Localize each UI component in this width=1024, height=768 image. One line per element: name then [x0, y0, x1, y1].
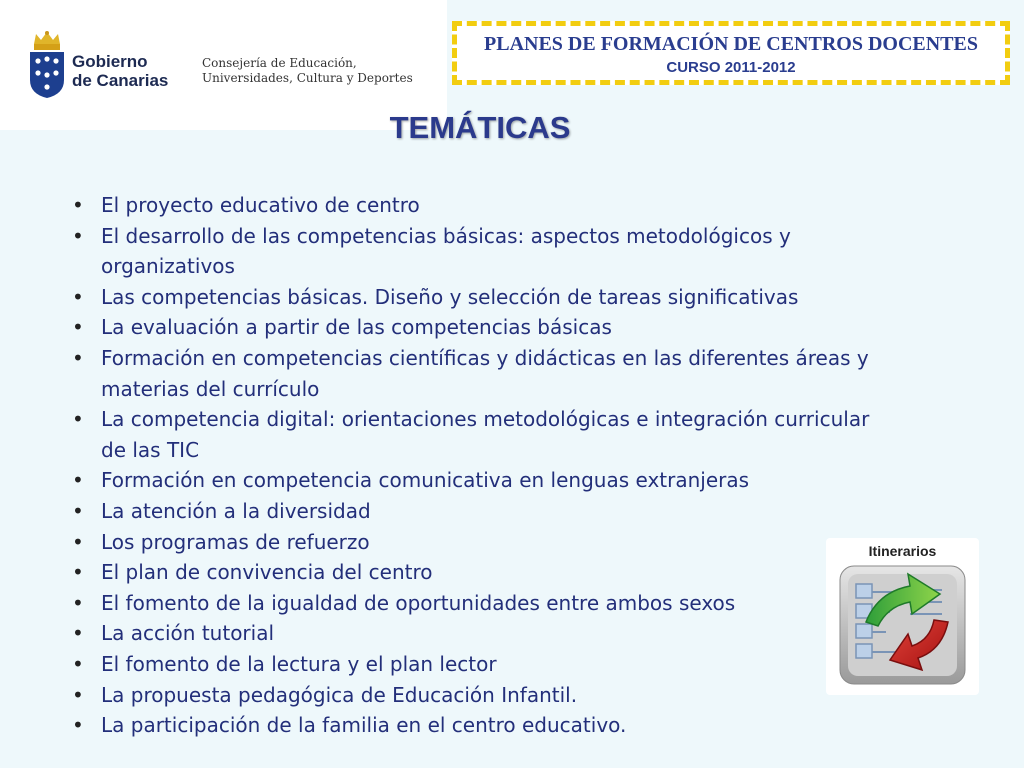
- list-item: • El proyecto educativo de centro: [68, 190, 898, 221]
- itinerarios-button[interactable]: [826, 538, 979, 695]
- topics-list: [68, 190, 898, 741]
- list-item: • La participación de la familia en el centro educativo.: [68, 710, 898, 741]
- list-item: • El fomento de la lectura y el plan lector: [68, 649, 898, 680]
- department-name: [202, 56, 413, 86]
- government-name-line2: de Canarias: [72, 71, 169, 90]
- list-item: • La acción tutorial: [68, 618, 898, 649]
- list-item: • El desarrollo de las competencias básicas: aspectos metodológicos y organizativos: [68, 221, 898, 282]
- list-item: • Las competencias básicas. Diseño y selección de tareas significativas: [68, 282, 898, 313]
- training-plan-title: PLANES DE FORMACIÓN DE CENTROS DOCENTES: [484, 33, 978, 55]
- canarias-coat-of-arms-icon: [26, 30, 68, 100]
- training-plan-banner: [452, 21, 1010, 85]
- list-item: • La propuesta pedagógica de Educación Infantil.: [68, 680, 898, 711]
- list-item: • La evaluación a partir de las competencias básicas: [68, 312, 898, 343]
- page-title: TEMÁTICAS: [389, 110, 571, 145]
- list-item: • El fomento de la igualdad de oportunidades entre ambos sexos: [68, 588, 898, 619]
- list-item: • La competencia digital: orientaciones metodológicas e integración curricular de las TIC: [68, 404, 898, 465]
- list-item: • Formación en competencia comunicativa en lenguas extranjeras: [68, 465, 898, 496]
- list-item: • Los programas de refuerzo: [68, 527, 898, 558]
- government-name-line1: Gobierno: [72, 52, 148, 71]
- list-item: • La atención a la diversidad: [68, 496, 898, 527]
- government-name: [72, 52, 168, 90]
- course-year: CURSO 2011-2012: [666, 59, 796, 76]
- list-item: • Formación en competencias científicas y didácticas en las diferentes áreas y materias del currículo: [68, 343, 898, 404]
- department-name-line2: Universidades, Cultura y Deportes: [202, 71, 413, 85]
- list-item: • El plan de convivencia del centro: [68, 557, 898, 588]
- itinerary-arrows-icon: [838, 562, 967, 688]
- department-name-line1: Consejería de Educación,: [202, 56, 357, 70]
- itinerarios-label: Itinerarios: [868, 543, 937, 559]
